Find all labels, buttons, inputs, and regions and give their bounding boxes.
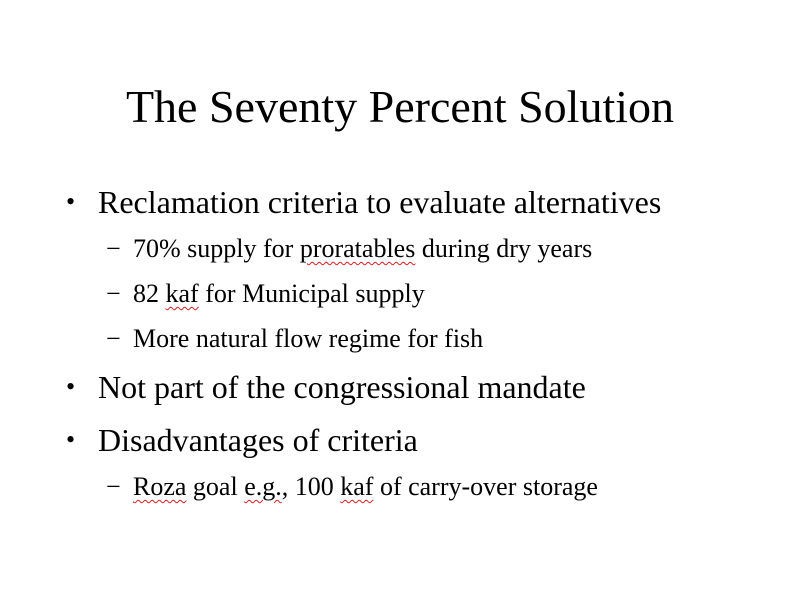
- bullet-icon: •: [66, 187, 76, 216]
- bullet-icon: •: [66, 425, 76, 454]
- text-segment: 70% supply for: [133, 234, 300, 263]
- text-segment: , 100: [281, 472, 341, 501]
- sub-bullet-text: [133, 322, 483, 356]
- sub-bullet-text: [133, 232, 592, 266]
- text-segment: for Municipal supply: [198, 279, 425, 308]
- dash-icon: −: [106, 279, 121, 308]
- bullet-text: Not part of the congressional mandate: [98, 369, 586, 405]
- sub-bullet-text: [133, 470, 598, 504]
- spellcheck-flagged-word: kaf: [340, 472, 374, 501]
- spellcheck-flagged-word: proratables: [299, 234, 416, 263]
- spellcheck-flagged-word: kaf: [165, 279, 199, 308]
- text-segment: of carry-over storage: [373, 472, 598, 501]
- sub-bullet-text: [133, 277, 425, 311]
- text-segment: goal: [186, 472, 245, 501]
- bullet-icon: •: [66, 372, 76, 401]
- text-segment: during dry years: [415, 234, 593, 263]
- slide-title: The Seventy Percent Solution: [125, 81, 675, 132]
- bullet-text: Disadvantages of criteria: [98, 422, 418, 458]
- bullet-text: Reclamation criteria to evaluate alternatives: [98, 184, 662, 220]
- dash-icon: −: [106, 324, 121, 353]
- dash-icon: −: [106, 472, 121, 501]
- text-segment: 82: [133, 279, 166, 308]
- text-segment: More natural flow regime for fish: [133, 324, 484, 353]
- spellcheck-flagged-word: e.g.: [244, 472, 282, 501]
- dash-icon: −: [106, 234, 121, 263]
- spellcheck-flagged-word: Roza: [133, 472, 187, 501]
